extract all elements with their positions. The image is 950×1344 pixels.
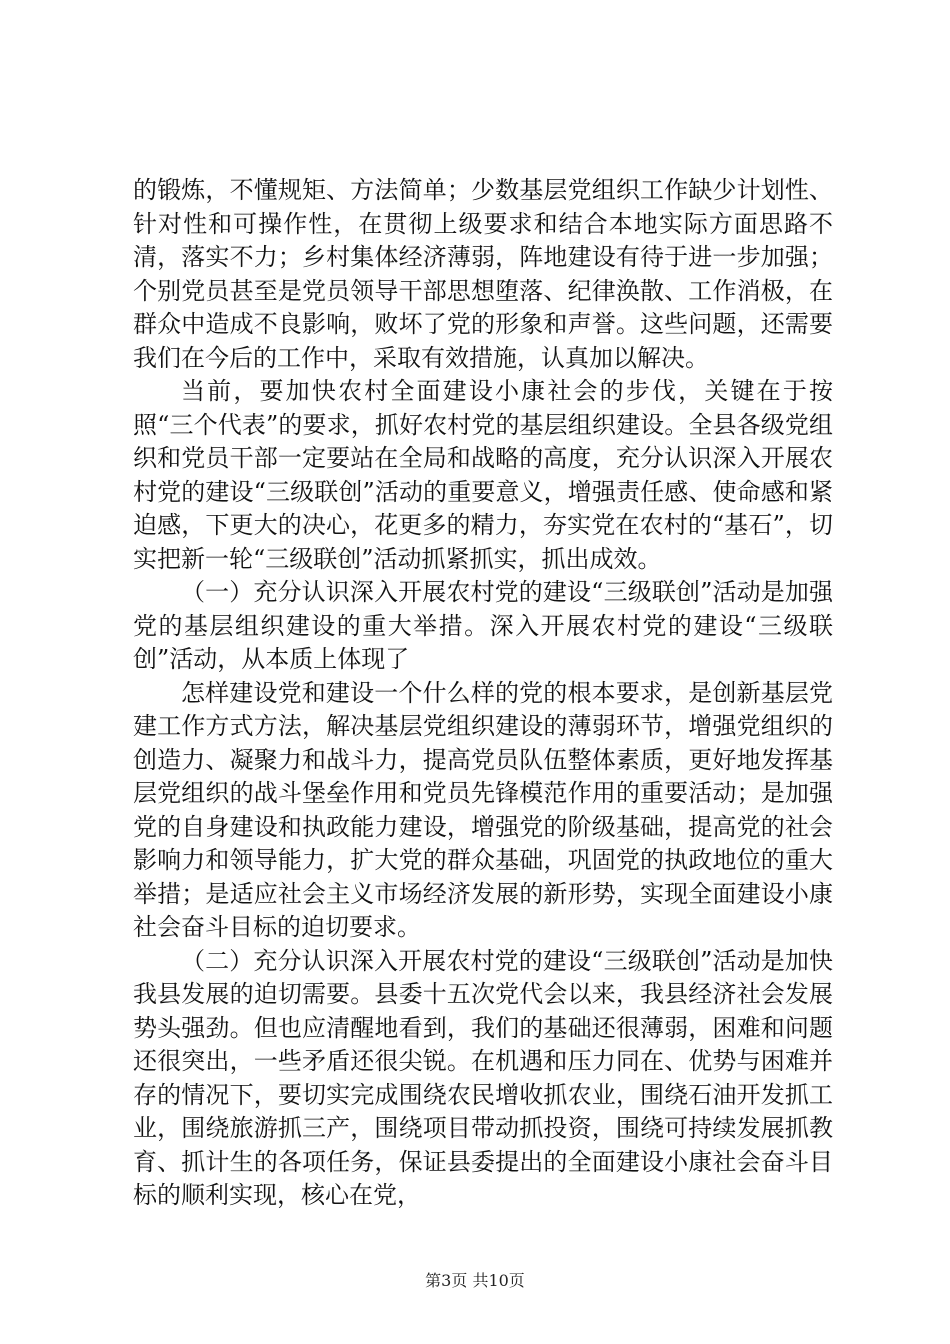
paragraph-5: （二）充分认识深入开展农村党的建设“三级联创”活动是加快我县发展的迫切需要。县委十五次党代会以来，我县经济社会发展势头强劲。但也应清醒地看到，我们的基础还很薄弱，困难和问题还很突出，一些矛盾还很尖锐。在机遇和压力同在、优势与困难并存的情况下，要切实完成围绕农民增收抓农业，围绕石油开发抓工业，围绕旅游抓三产，围绕项目带动抓投资，围绕可持续发展抓教育、抓计生的各项任务，保证县委提出的全面建设小康社会奋斗目标的顺利实现，核心在党， [133,946,833,1209]
paragraph-3: （一）充分认识深入开展农村党的建设“三级联创”活动是加强党的基层组织建设的重大举措。深入开展农村党的建设“三级联创”活动，从本质上体现了 [133,578,833,673]
paragraph-2: 当前，要加快农村全面建设小康社会的步伐，关键在于按照“三个代表”的要求，抓好农村党的基层组织建设。全县各级党组织和党员干部一定要站在全局和战略的高度，充分认识深入开展农村党的建设“三级联创”活动的重要意义，增强责任感、使命感和紧迫感，下更大的决心，花更多的精力，夯实党在农村的“基石”，切实把新一轮“三级联创”活动抓紧抓实，抓出成效。 [133,377,833,573]
document-body [133,174,833,1213]
page-footer [0,1271,950,1291]
page-number: 第3页 共10页 [425,1271,525,1290]
paragraph-1: 的锻炼，不懂规矩、方法简单；少数基层党组织工作缺少计划性、针对性和可操作性，在贯彻上级要求和结合本地实际方面思路不清，落实不力；乡村集体经济薄弱，阵地建设有待于进一步加强；个别党员甚至是党员领导干部思想堕落、纪律涣散、工作消极，在群众中造成不良影响，败坏了党的形象和声誉。这些问题，还需要我们在今后的工作中，采取有效措施，认真加以解决。 [133,176,833,372]
paragraph-4: 怎样建设党和建设一个什么样的党的根本要求，是创新基层党建工作方式方法，解决基层党组织建设的薄弱环节，增强党组织的创造力、凝聚力和战斗力，提高党员队伍整体素质，更好地发挥基层党组织的战斗堡垒作用和党员先锋模范作用的重要活动；是加强党的自身建设和执政能力建设，增强党的阶级基础，提高党的社会影响力和领导能力，扩大党的群众基础，巩固党的执政地位的重大举措；是适应社会主义市场经济发展的新形势，实现全面建设小康社会奋斗目标的迫切要求。 [133,678,833,941]
